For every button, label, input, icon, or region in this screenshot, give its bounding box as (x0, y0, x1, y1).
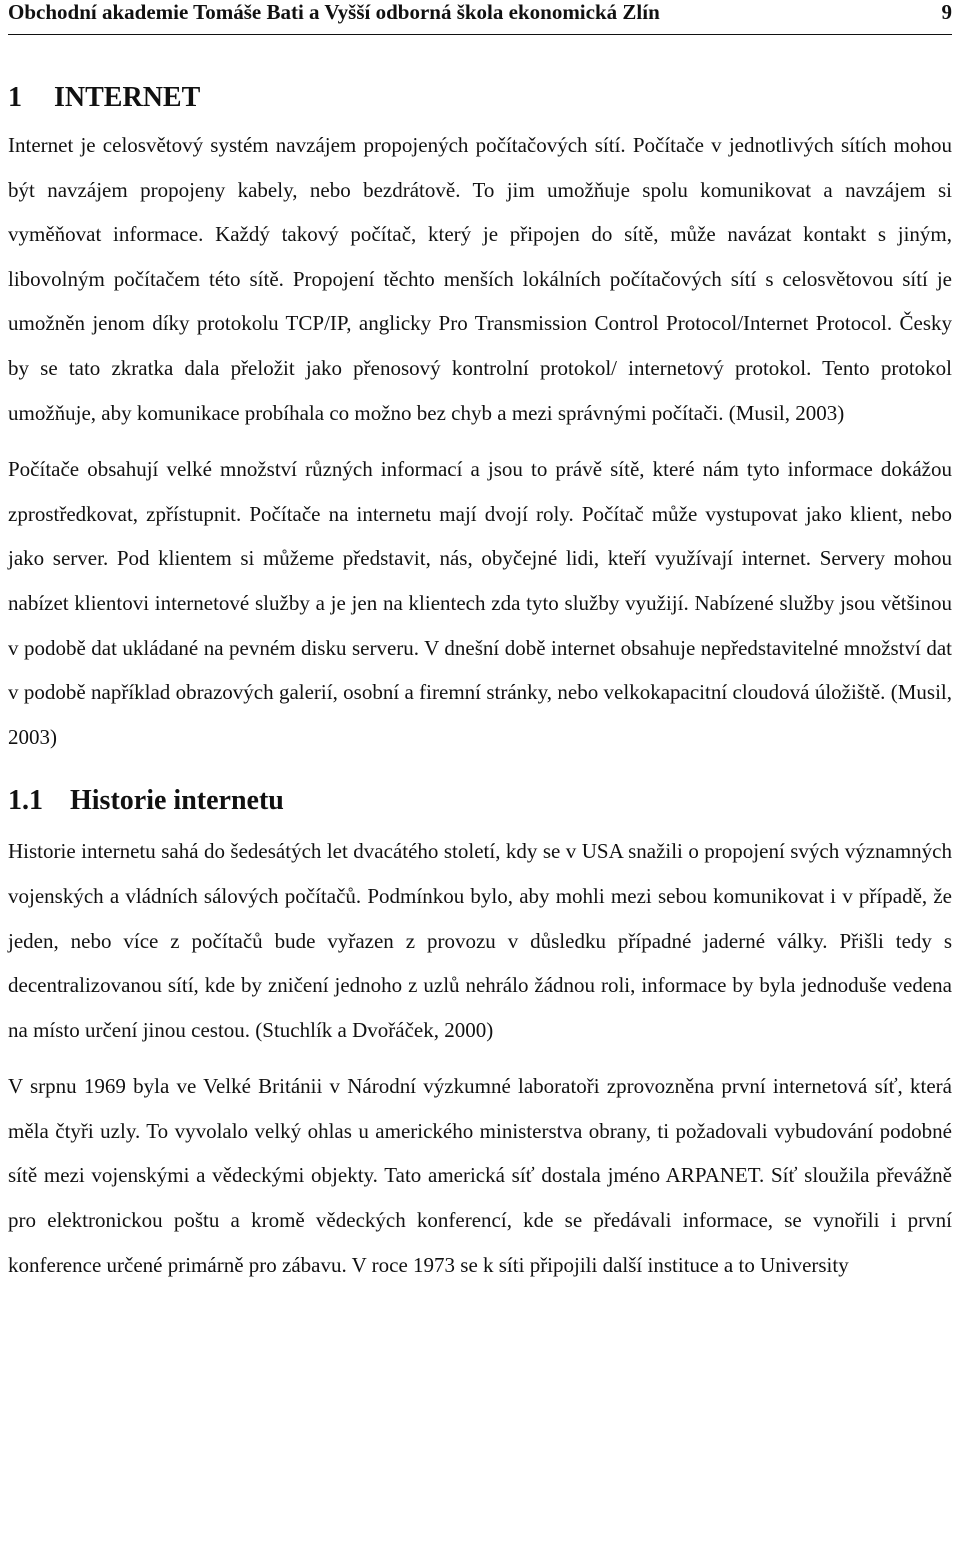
chapter-title: INTERNET (54, 82, 201, 113)
paragraph-intro-2: Počítače obsahují velké množství různých informací a jsou to právě sítě, které nám tyto informace dokážou zprostředkovat, zpřístupnit. Počítače na internetu mají dvojí roly. Počítač může vystupovat jako klient, nebo jako server. Pod klientem si můžeme představit, nás, obyčejné lidi, kteří využívají internet. Servery mohou nabízet klientovi internetové služby a je jen na klientech zda tyto služby využijí. Nabízené služby jsou většinou v podobě dat ukládané na pevném disku serveru. V dnešní době internet obsahuje nepředstavitelné množství dat v podobě například obrazových galerií, osobní a firemní stránky, nebo velkokapacitní cloudová úložiště. (Musil, 2003) (8, 457, 952, 749)
header-school-name: Obchodní akademie Tomáše Bati a Vyšší odborná škola ekonomická Zlín (8, 0, 660, 24)
section-number: 1.1 (8, 785, 43, 817)
section-heading (8, 783, 952, 819)
page-number: 9 (941, 0, 952, 24)
paragraph-history-1: Historie internetu sahá do šedesátých let dvacátého století, kdy se v USA snažili o propojení svých významných vojenských a vládních sálových počítačů. Podmínkou bylo, aby mohli mezi sebou komunikovat i v případě, že jeden, nebo více z počítačů bude vyřazen z provozu v důsledku případné jaderné války. Přišli tedy s decentralizovanou sítí, kde by zničení jednoho z uzlů nehrálo žádnou roli, informace by byla jednoduše vedena na místo určení jinou cestou. (Stuchlík a Dvořáček, 2000) (8, 839, 952, 1042)
document-page (8, 0, 952, 1287)
chapter-number: 1 (8, 82, 22, 113)
running-header (8, 0, 952, 35)
paragraph-intro-1: Internet je celosvětový systém navzájem propojených počítačových sítí. Počítače v jednotlivých sítích mohou být navzájem propojeny kabely, nebo bezdrátově. To jim umožňuje spolu komunikovat a navzájem si vyměňovat informace. Každý takový počítač, který je připojen do sítě, může navázat kontakt s jiným, libovolným počítačem této sítě. Propojení těchto menších lokálních počítačových sítí s celosvětovou sítí je umožněn jenom díky protokolu TCP/IP, anglicky Pro Transmission Control Protocol/Internet Protocol. Česky by se tato zkratka dala přeložit jako přenosový kontrolní protokol/ internetový protokol. Tento protokol umožňuje, aby komunikace probíhala co možno bez chyb a mezi správnými počítači. (Musil, 2003) (8, 133, 952, 425)
paragraph-history-2: V srpnu 1969 byla ve Velké Británii v Národní výzkumné laboratoři zprovozněna první internetová síť, která měla čtyři uzly. To vyvolalo velký ohlas u amerického ministerstva obrany, ti požadovali vybudování podobné sítě mezi vojenskými a vědeckými objekty. Tato americká síť dostala jméno ARPANET. Síť sloužila převážně pro elektronickou poštu a kromě vědeckých konferencí, kde se předávali informace, se vynořili i první konference určené primárně pro zábavu. V roce 1973 se k síti připojili další instituce a to University (8, 1074, 952, 1277)
chapter-heading (8, 81, 952, 115)
section-title: Historie internetu (70, 785, 284, 817)
